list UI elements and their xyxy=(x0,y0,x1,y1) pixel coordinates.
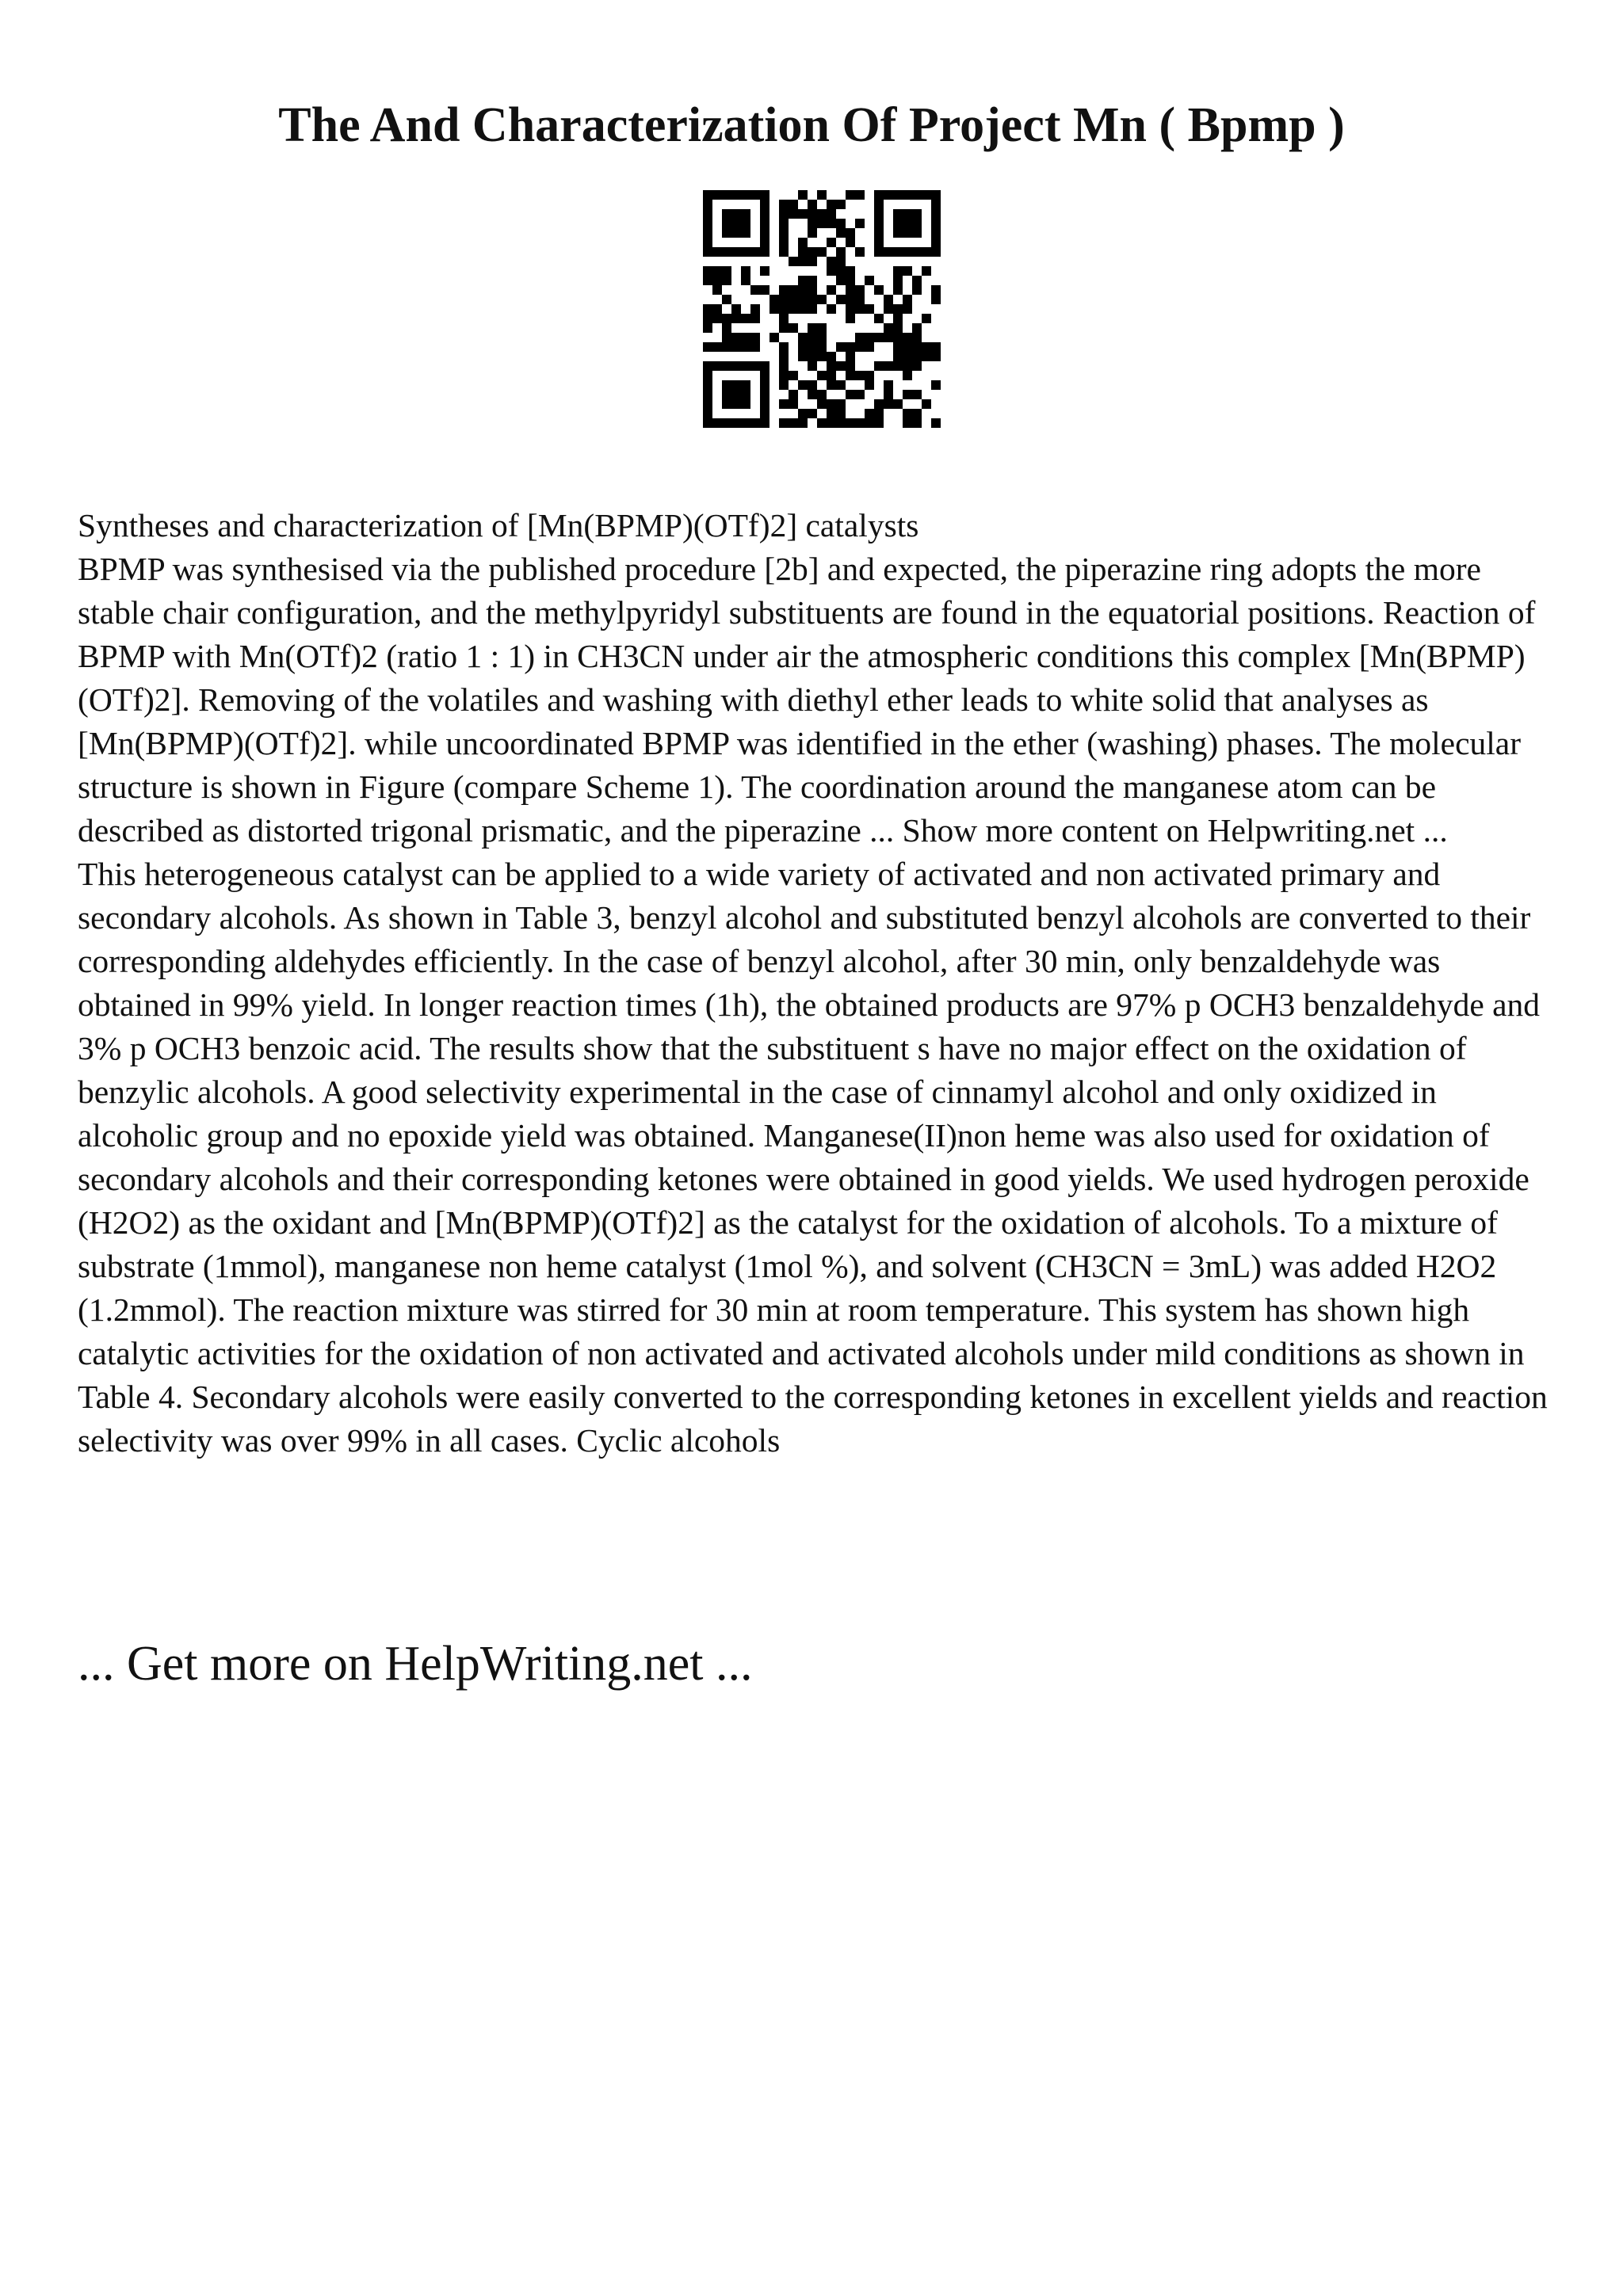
section-heading: Syntheses and characterization of [Mn(BPMP)(OTf)2] catalysts xyxy=(78,507,919,543)
qr-code-icon[interactable] xyxy=(703,190,941,428)
document-body xyxy=(78,504,1552,1463)
get-more-link[interactable]: ... Get more on HelpWriting.net ... xyxy=(78,1637,753,1691)
body-paragraph: This heterogeneous catalyst can be applied to a wide variety of activated and non activated primary and secondary alcohols. As shown in Table 3, benzyl alcohol and substituted benzyl alcohols are converted to their corresponding aldehydes efficiently. In the case of benzyl alcohol, after 30 min, only benzaldehyde was obtained in 99% yield. In longer reaction times (1h), the obtained products are 97% p OCH3 benzaldehyde and 3% p OCH3 benzoic acid. The results show that the substituent s have no major effect on the oxidation of benzylic alcohols. A good selectivity experimental in the case of cinnamyl alcohol and only oxidized in alcoholic group and no epoxide yield was obtained. Manganese(II)non heme was also used for oxidation of secondary alcohols and their corresponding ketones were obtained in good yields. We used hydrogen peroxide (H2O2) as the oxidant and [Mn(BPMP)(OTf)2] as the catalyst for the oxidation of alcohols. To a mixture of substrate (1mmol), manganese non heme catalyst (1mol %), and solvent (CH3CN = 3mL) was added H2O2 (1.2mmol). The reaction mixture was stirred for 30 min at room temperature. This system has shown high catalytic activities for the oxidation of non activated and activated alcohols under mild conditions as shown in Table 4. Secondary alcohols were easily converted to the corresponding ketones in excellent yields and reaction selectivity was over 99% in all cases. Cyclic alcohols xyxy=(78,856,1548,1459)
document-title: The And Characterization Of Project Mn ( Bpmp ) xyxy=(278,98,1345,152)
body-paragraph: BPMP was synthesised via the published procedure [2b] and expected, the piperazine ring adopts the more stable chair configuration, and the methylpyridyl substituents are found in the equatorial positions. Reaction of BPMP with Mn(OTf)2 (ratio 1 : 1) in CH3CN under air the atmospheric conditions this complex [Mn(BPMP)(OTf)2]. Removing of the volatiles and washing with diethyl ether leads to white solid that analyses as [Mn(BPMP)(OTf)2]. while uncoordinated BPMP was identified in the ether (washing) phases. The molecular structure is shown in Figure (compare Scheme 1). The coordination around the manganese atom can be described as distorted trigonal prismatic, and the piperazine ... Show more content on Helpwriting.net ... xyxy=(78,551,1536,849)
